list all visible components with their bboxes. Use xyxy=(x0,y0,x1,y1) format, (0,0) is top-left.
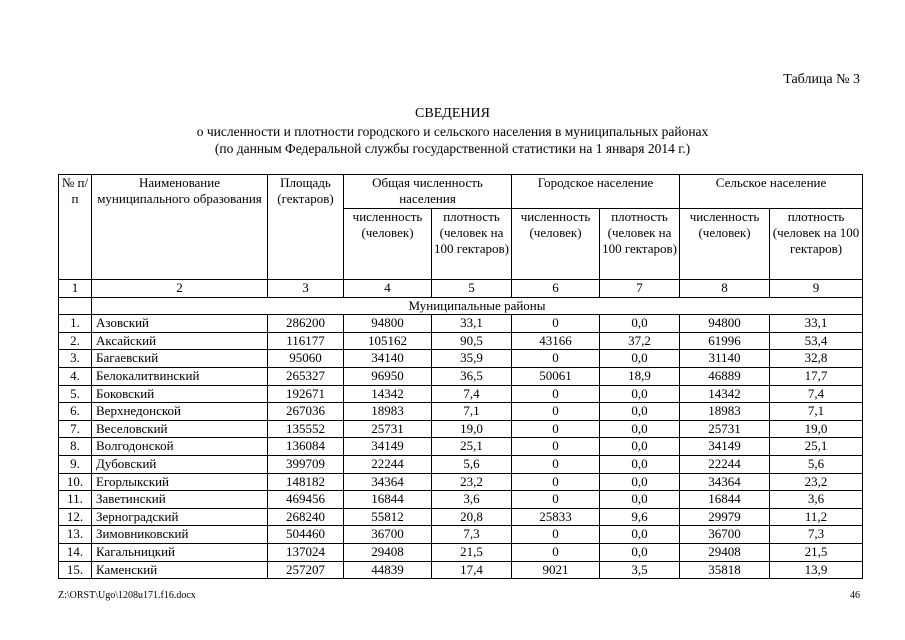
total-count-cell: 96950 xyxy=(344,367,432,385)
total-density-cell: 90,5 xyxy=(432,332,512,350)
header-urban-density: плотность (человек на 100 гектаров) xyxy=(600,209,680,280)
document-subtitle: о численности и плотности городского и сельского населения в муниципальных районах xyxy=(196,124,709,139)
rural-count-cell: 35818 xyxy=(680,561,770,579)
urban-count-cell: 0 xyxy=(512,420,600,438)
total-count-cell: 94800 xyxy=(344,315,432,333)
rural-density-cell: 23,2 xyxy=(770,473,863,491)
district-name: Зерноградский xyxy=(92,508,268,526)
header-num: № п/п xyxy=(59,175,92,280)
table-row xyxy=(59,473,863,491)
district-name: Егорлыкский xyxy=(92,473,268,491)
rural-count-cell: 36700 xyxy=(680,526,770,544)
document-subtitle-source: (по данным Федеральной службы государственной статистики на 1 января 2014 г.) xyxy=(214,141,691,156)
col-number: 8 xyxy=(680,280,770,298)
row-number: 10. xyxy=(59,473,92,491)
total-count-cell: 16844 xyxy=(344,491,432,509)
row-number: 15. xyxy=(59,561,92,579)
urban-count-cell: 50061 xyxy=(512,367,600,385)
district-name: Багаевский xyxy=(92,350,268,368)
rural-density-cell: 19,0 xyxy=(770,420,863,438)
rural-count-cell: 94800 xyxy=(680,315,770,333)
rural-density-cell: 21,5 xyxy=(770,543,863,561)
rural-density-cell: 7,1 xyxy=(770,403,863,421)
header-total-density: плотность (человек на 100 гектаров) xyxy=(432,209,512,280)
area-cell: 469456 xyxy=(268,491,344,509)
urban-count-cell: 0 xyxy=(512,350,600,368)
statistics-table xyxy=(58,174,863,579)
area-cell: 268240 xyxy=(268,508,344,526)
table-row xyxy=(59,367,863,385)
urban-density-cell: 0,0 xyxy=(600,491,680,509)
row-number: 13. xyxy=(59,526,92,544)
urban-density-cell: 37,2 xyxy=(600,332,680,350)
area-cell: 504460 xyxy=(268,526,344,544)
header-rural: Сельское население xyxy=(680,175,863,209)
total-count-cell: 36700 xyxy=(344,526,432,544)
area-cell: 136084 xyxy=(268,438,344,456)
district-name: Аксайский xyxy=(92,332,268,350)
total-count-cell: 34140 xyxy=(344,350,432,368)
col-number: 3 xyxy=(268,280,344,298)
urban-count-cell: 0 xyxy=(512,315,600,333)
page-number: 46 xyxy=(850,590,860,601)
rural-count-cell: 18983 xyxy=(680,403,770,421)
rural-density-cell: 7,4 xyxy=(770,385,863,403)
row-number: 11. xyxy=(59,491,92,509)
row-number: 12. xyxy=(59,508,92,526)
total-count-cell: 29408 xyxy=(344,543,432,561)
header-rural-density: плотность (человек на 100 гектаров) xyxy=(770,209,863,280)
total-density-cell: 36,5 xyxy=(432,367,512,385)
district-name: Каменский xyxy=(92,561,268,579)
urban-density-cell: 0,0 xyxy=(600,350,680,368)
table-row xyxy=(59,491,863,509)
district-name: Белокалитвинский xyxy=(92,367,268,385)
col-number: 9 xyxy=(770,280,863,298)
total-density-cell: 5,6 xyxy=(432,455,512,473)
urban-density-cell: 18,9 xyxy=(600,367,680,385)
district-name: Веселовский xyxy=(92,420,268,438)
row-number: 9. xyxy=(59,455,92,473)
rural-count-cell: 34364 xyxy=(680,473,770,491)
district-name: Боковский xyxy=(92,385,268,403)
area-cell: 265327 xyxy=(268,367,344,385)
table-row xyxy=(59,543,863,561)
table-row xyxy=(59,403,863,421)
column-number-row xyxy=(59,280,863,298)
total-density-cell: 25,1 xyxy=(432,438,512,456)
urban-count-cell: 0 xyxy=(512,438,600,456)
rural-count-cell: 16844 xyxy=(680,491,770,509)
table-row xyxy=(59,438,863,456)
total-density-cell: 7,3 xyxy=(432,526,512,544)
col-number: 1 xyxy=(59,280,92,298)
section-empty-cell xyxy=(59,297,92,315)
total-density-cell: 17,4 xyxy=(432,561,512,579)
urban-count-cell: 0 xyxy=(512,385,600,403)
district-name: Азовский xyxy=(92,315,268,333)
rural-density-cell: 7,3 xyxy=(770,526,863,544)
district-name: Кагальницкий xyxy=(92,543,268,561)
row-number: 7. xyxy=(59,420,92,438)
total-density-cell: 35,9 xyxy=(432,350,512,368)
total-density-cell: 3,6 xyxy=(432,491,512,509)
total-count-cell: 55812 xyxy=(344,508,432,526)
col-number: 7 xyxy=(600,280,680,298)
row-number: 6. xyxy=(59,403,92,421)
table-row xyxy=(59,332,863,350)
total-density-cell: 20,8 xyxy=(432,508,512,526)
rural-count-cell: 25731 xyxy=(680,420,770,438)
rural-density-cell: 3,6 xyxy=(770,491,863,509)
footer-file-path: Z:\ORST\Ugo\1208u171.f16.docx xyxy=(58,590,196,601)
table-label: Таблица № 3 xyxy=(783,72,860,87)
row-number: 4. xyxy=(59,367,92,385)
rural-density-cell: 17,7 xyxy=(770,367,863,385)
header-urban: Городское население xyxy=(512,175,680,209)
urban-density-cell: 0,0 xyxy=(600,420,680,438)
rural-count-cell: 46889 xyxy=(680,367,770,385)
rural-density-cell: 25,1 xyxy=(770,438,863,456)
rural-count-cell: 14342 xyxy=(680,385,770,403)
table-row xyxy=(59,455,863,473)
district-name: Дубовский xyxy=(92,455,268,473)
header-urban-count: численность (человек) xyxy=(512,209,600,280)
total-count-cell: 22244 xyxy=(344,455,432,473)
rural-density-cell: 33,1 xyxy=(770,315,863,333)
table-row xyxy=(59,350,863,368)
rural-density-cell: 13,9 xyxy=(770,561,863,579)
urban-density-cell: 3,5 xyxy=(600,561,680,579)
table-row xyxy=(59,561,863,579)
header-area: Площадь (гектаров) xyxy=(268,175,344,280)
document-title: СВЕДЕНИЯ xyxy=(415,106,490,121)
col-number: 5 xyxy=(432,280,512,298)
urban-density-cell: 0,0 xyxy=(600,385,680,403)
table-row xyxy=(59,315,863,333)
total-count-cell: 34149 xyxy=(344,438,432,456)
rural-count-cell: 61996 xyxy=(680,332,770,350)
rural-count-cell: 34149 xyxy=(680,438,770,456)
total-density-cell: 23,2 xyxy=(432,473,512,491)
area-cell: 95060 xyxy=(268,350,344,368)
header-total: Общая численность населения xyxy=(344,175,512,209)
rural-density-cell: 5,6 xyxy=(770,455,863,473)
col-number: 2 xyxy=(92,280,268,298)
area-cell: 116177 xyxy=(268,332,344,350)
table-row xyxy=(59,508,863,526)
urban-density-cell: 0,0 xyxy=(600,455,680,473)
table-row xyxy=(59,385,863,403)
area-cell: 148182 xyxy=(268,473,344,491)
total-count-cell: 34364 xyxy=(344,473,432,491)
total-density-cell: 21,5 xyxy=(432,543,512,561)
area-cell: 286200 xyxy=(268,315,344,333)
urban-density-cell: 0,0 xyxy=(600,543,680,561)
row-number: 2. xyxy=(59,332,92,350)
district-name: Верхнедонской xyxy=(92,403,268,421)
rural-count-cell: 31140 xyxy=(680,350,770,368)
total-density-cell: 7,4 xyxy=(432,385,512,403)
total-count-cell: 14342 xyxy=(344,385,432,403)
total-density-cell: 19,0 xyxy=(432,420,512,438)
urban-count-cell: 9021 xyxy=(512,561,600,579)
row-number: 14. xyxy=(59,543,92,561)
area-cell: 399709 xyxy=(268,455,344,473)
area-cell: 267036 xyxy=(268,403,344,421)
header-name: Наименование муниципального образования xyxy=(92,175,268,280)
rural-density-cell: 11,2 xyxy=(770,508,863,526)
urban-density-cell: 0,0 xyxy=(600,403,680,421)
rural-count-cell: 29979 xyxy=(680,508,770,526)
col-number: 4 xyxy=(344,280,432,298)
section-label: Муниципальные районы xyxy=(92,297,863,315)
urban-count-cell: 0 xyxy=(512,491,600,509)
area-cell: 137024 xyxy=(268,543,344,561)
total-count-cell: 25731 xyxy=(344,420,432,438)
rural-density-cell: 32,8 xyxy=(770,350,863,368)
urban-density-cell: 0,0 xyxy=(600,526,680,544)
total-count-cell: 105162 xyxy=(344,332,432,350)
urban-count-cell: 0 xyxy=(512,455,600,473)
header-total-count: численность (человек) xyxy=(344,209,432,280)
urban-count-cell: 0 xyxy=(512,473,600,491)
table-row xyxy=(59,420,863,438)
rural-density-cell: 53,4 xyxy=(770,332,863,350)
total-density-cell: 33,1 xyxy=(432,315,512,333)
urban-count-cell: 25833 xyxy=(512,508,600,526)
row-number: 1. xyxy=(59,315,92,333)
urban-density-cell: 0,0 xyxy=(600,473,680,491)
urban-density-cell: 0,0 xyxy=(600,438,680,456)
total-count-cell: 44839 xyxy=(344,561,432,579)
area-cell: 257207 xyxy=(268,561,344,579)
area-cell: 135552 xyxy=(268,420,344,438)
rural-count-cell: 29408 xyxy=(680,543,770,561)
urban-count-cell: 0 xyxy=(512,403,600,421)
col-number: 6 xyxy=(512,280,600,298)
row-number: 8. xyxy=(59,438,92,456)
row-number: 3. xyxy=(59,350,92,368)
district-name: Волгодонской xyxy=(92,438,268,456)
area-cell: 192671 xyxy=(268,385,344,403)
rural-count-cell: 22244 xyxy=(680,455,770,473)
district-name: Зимовниковский xyxy=(92,526,268,544)
row-number: 5. xyxy=(59,385,92,403)
total-count-cell: 18983 xyxy=(344,403,432,421)
urban-count-cell: 43166 xyxy=(512,332,600,350)
urban-density-cell: 0,0 xyxy=(600,315,680,333)
total-density-cell: 7,1 xyxy=(432,403,512,421)
header-rural-count: численность (человек) xyxy=(680,209,770,280)
table-row xyxy=(59,526,863,544)
urban-count-cell: 0 xyxy=(512,543,600,561)
urban-count-cell: 0 xyxy=(512,526,600,544)
urban-density-cell: 9,6 xyxy=(600,508,680,526)
section-row xyxy=(59,297,863,315)
district-name: Заветинский xyxy=(92,491,268,509)
